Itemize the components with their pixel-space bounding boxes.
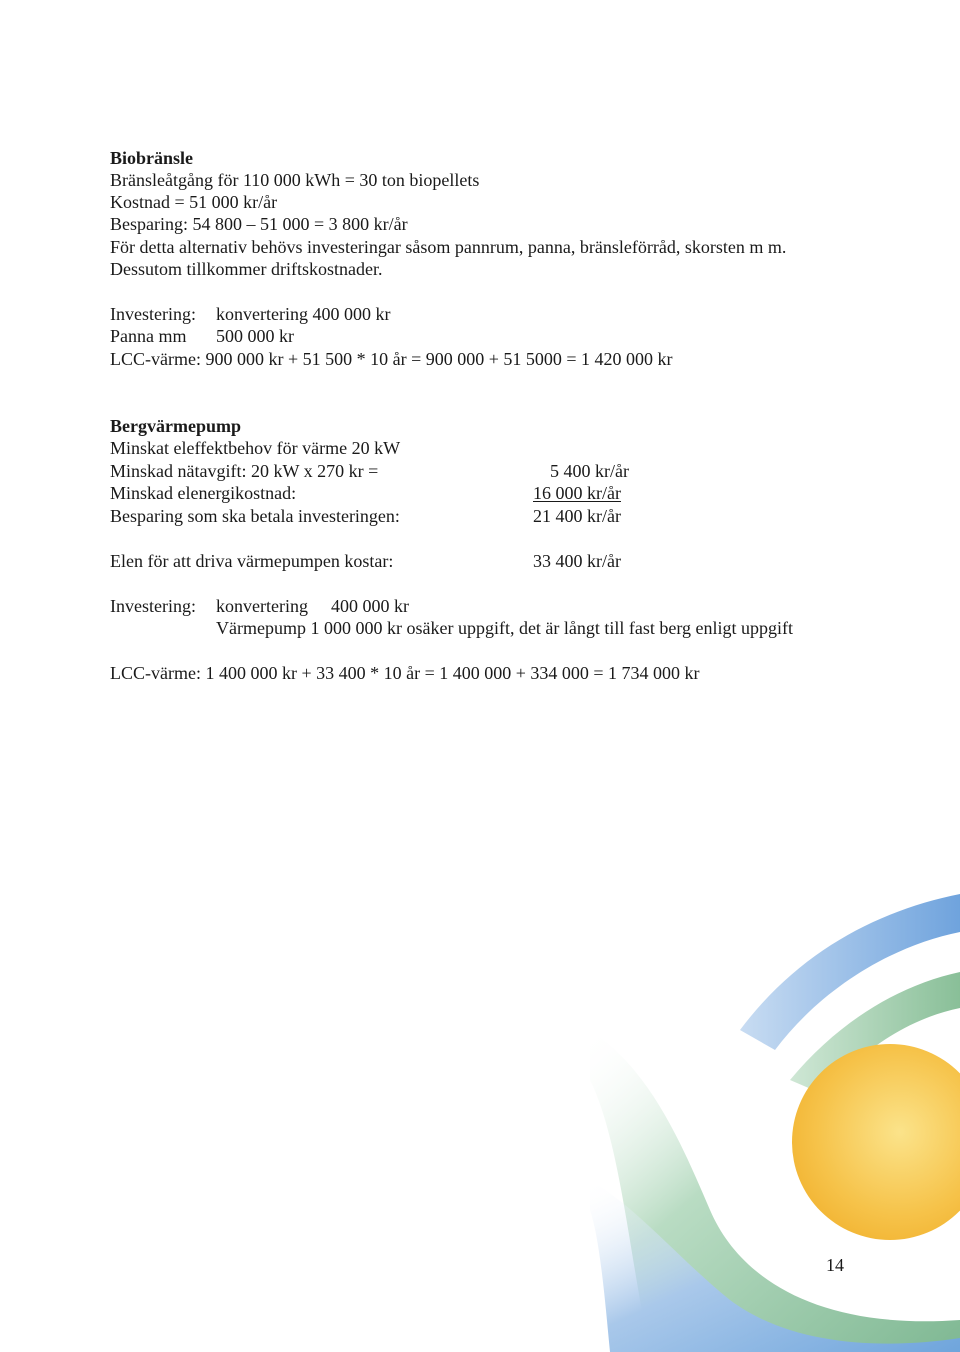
heading-bergvarmepump: Bergvärmepump xyxy=(110,416,241,436)
berg-row-elkostnad xyxy=(110,550,621,572)
berg-row-label: Besparing som ska betala investeringen: xyxy=(110,506,400,526)
berg-invest-konv: konvertering xyxy=(216,596,308,616)
decorative-sun-wave-graphic xyxy=(590,880,960,1352)
berg-line-effect: Minskat eleffektbehov för värme 20 kW xyxy=(110,438,401,458)
bio-panna-row xyxy=(110,325,294,347)
berg-row-elenergi xyxy=(110,482,621,504)
berg-row-besparing xyxy=(110,505,621,527)
berg-lcc: LCC-värme: 1 400 000 kr + 33 400 * 10 år = 1 400 000 + 334 000 = 1 734 000 kr xyxy=(110,663,700,683)
bio-invest-text: konvertering 400 000 kr xyxy=(216,304,391,324)
bio-line-cost: Kostnad = 51 000 kr/år xyxy=(110,192,278,212)
bio-lcc: LCC-värme: 900 000 kr + 51 500 * 10 år = 900 000 + 51 5000 = 1 420 000 kr xyxy=(110,349,673,369)
berg-row-value: 5 400 kr/år xyxy=(550,461,629,481)
bio-invest-label: Investering: xyxy=(110,304,196,324)
berg-row-value: 33 400 kr/år xyxy=(533,551,621,571)
berg-invest-konv-value: 400 000 kr xyxy=(331,596,409,616)
berg-row-label: Elen för att driva värmepumpen kostar: xyxy=(110,551,394,571)
berg-invest-row xyxy=(110,595,409,617)
berg-row-natavgift xyxy=(110,460,629,482)
berg-invest-pump: Värmepump 1 000 000 kr osäker uppgift, det är långt till fast berg enligt uppgift xyxy=(216,618,794,638)
berg-row-label: Minskad elenergikostnad: xyxy=(110,483,297,503)
bio-line-saving: Besparing: 54 800 – 51 000 = 3 800 kr/år xyxy=(110,214,408,234)
bio-line-investments: För detta alternativ behövs investeringar såsom pannrum, panna, bränsleförråd, skorsten m m. xyxy=(110,237,787,257)
page-number: 14 xyxy=(826,1255,844,1275)
berg-invest-label: Investering: xyxy=(110,596,196,616)
berg-row-value: 16 000 kr/år xyxy=(533,483,621,503)
bio-panna-value: 500 000 kr xyxy=(216,326,294,346)
bio-line-fuel: Bränsleåtgång för 110 000 kWh = 30 ton biopellets xyxy=(110,170,480,190)
berg-row-label: Minskad nätavgift: 20 kW x 270 kr = xyxy=(110,461,379,481)
bio-panna-label: Panna mm xyxy=(110,326,187,346)
berg-row-value: 21 400 kr/år xyxy=(533,506,621,526)
bio-line-operating: Dessutom tillkommer driftskostnader. xyxy=(110,259,383,279)
bio-invest-row xyxy=(110,303,391,325)
heading-biobransle: Biobränsle xyxy=(110,148,194,168)
